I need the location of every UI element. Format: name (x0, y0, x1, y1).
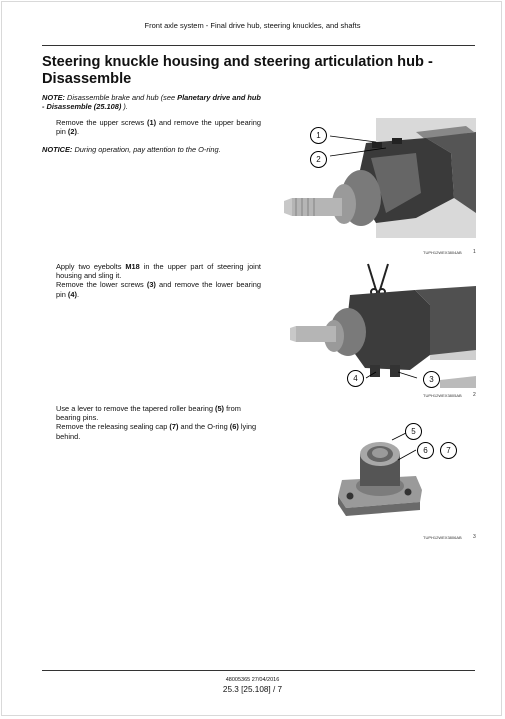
note-label: NOTE: (42, 93, 65, 102)
step-remove-bearing (56, 404, 261, 441)
step-text: Remove the upper screws (56, 118, 148, 127)
header-rule (42, 45, 475, 46)
callout-4: 4 (347, 370, 364, 387)
figure-2-number: 2 (473, 392, 476, 398)
step-text: lying behind. (56, 422, 257, 441)
notice-label: NOTICE: (42, 145, 73, 154)
step-text: . (76, 127, 80, 137)
ref-4: (4) (67, 289, 77, 299)
step-remove-upper-screws (56, 118, 261, 136)
section-title: Steering knuckle housing and steering articulation hub - Disassemble (42, 54, 433, 87)
figure-2-steering-knuckle-slung (290, 260, 476, 390)
step-text: Apply two eyebolts (56, 262, 126, 271)
notice-oring (42, 145, 262, 154)
ref-6: (6) (229, 422, 239, 432)
step-text: Remove the releasing sealing cap (56, 422, 170, 432)
note-disassemble (42, 93, 262, 111)
figure-2-code: TUPH12WEX3805AB (423, 393, 462, 398)
step-text: Use a lever to remove the tapered roller bearing (56, 404, 215, 413)
step-text: from bearing pins. (56, 404, 241, 423)
callout-3: 3 (423, 371, 440, 388)
callout-5: 5 (405, 423, 422, 440)
figure-1-number: 1 (473, 249, 476, 255)
footer-rule (42, 670, 475, 671)
step-text: Remove the lower screws (56, 280, 147, 290)
ref-2: (2) (67, 127, 77, 137)
callout-2: 2 (310, 151, 327, 168)
step-text: . (76, 289, 80, 299)
eyebolt-size: M18 (125, 262, 140, 271)
callout-6: 6 (417, 442, 434, 459)
ref-7: (7) (169, 422, 179, 432)
step-text: and remove the upper bearing pin (56, 118, 262, 137)
page-number: 25.3 [25.108] / 7 (222, 685, 283, 694)
ref-1: (1) (147, 118, 157, 127)
figure-1-code: TUPH12WEX3804AB (423, 250, 462, 255)
figure-3-code: TUPH12WEX3806AB (423, 535, 462, 540)
figure-1-steering-knuckle-upper (276, 118, 476, 246)
cross-reference-link[interactable]: Planetary drive and hub - Disassemble (25.108) (42, 93, 261, 112)
figure-3-bearing-pin (336, 430, 426, 516)
figure-3-number: 3 (473, 534, 476, 540)
ref-5: (5) (214, 404, 225, 413)
callout-1: 1 (310, 127, 327, 144)
running-header: Front axle system - Final drive hub, steering knuckles, and shafts (144, 21, 361, 30)
step-text: in the upper part of steering joint housing and sling it. (56, 262, 261, 281)
step-text: and the O-ring (178, 422, 230, 432)
document-id: 48005365 27/04/2016 (225, 677, 280, 683)
notice-text: During operation, pay attention to the O-ring. (72, 145, 221, 154)
step-text: and remove the lower bearing pin (56, 280, 261, 299)
note-text-a: Disassemble brake and hub (see (65, 93, 178, 102)
step-eyebolts-lower-screws (56, 262, 261, 299)
callout-7: 7 (440, 442, 457, 459)
note-text-b: ). (121, 102, 128, 112)
ref-3: (3) (146, 280, 156, 290)
